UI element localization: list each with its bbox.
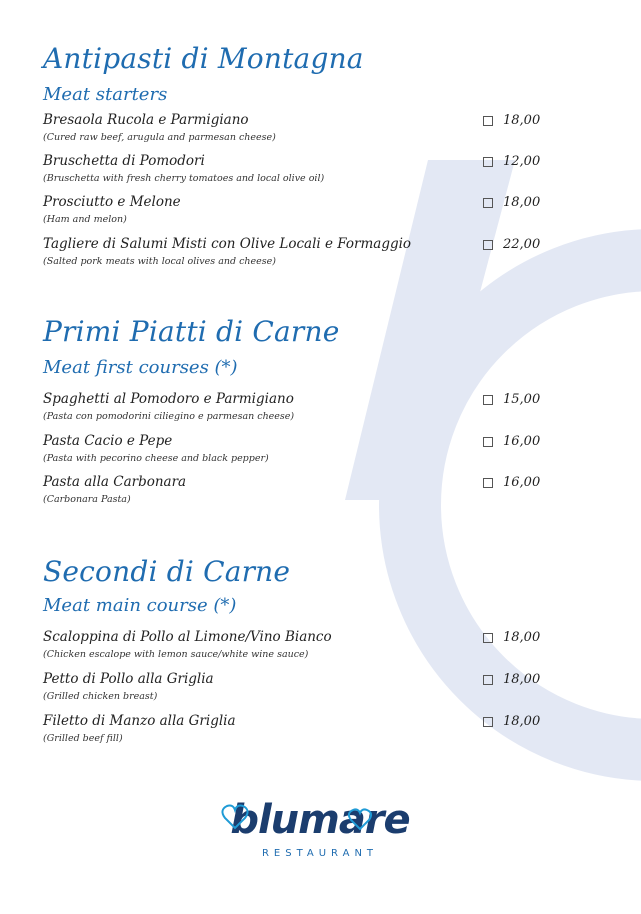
item-name: Pasta alla Carbonara [43, 474, 187, 490]
menu-item [43, 112, 543, 150]
checkbox-icon [483, 437, 493, 447]
item-price: 16,00 [503, 475, 541, 490]
item-name: Bresaola Rucola e Parmigiano [43, 112, 249, 128]
checkbox-icon [483, 198, 493, 208]
item-description: (Pasta with pecorino cheese and black pepper) [43, 453, 269, 464]
checkbox-icon [483, 717, 493, 727]
item-price: 15,00 [503, 392, 541, 407]
checkbox-icon [483, 157, 493, 167]
menu-item [43, 236, 543, 274]
checkbox-icon [483, 240, 493, 250]
section-title: Antipasti di Montagna [43, 42, 364, 75]
item-description: (Cured raw beef, arugula and parmesan cheese) [43, 132, 276, 143]
menu-item [43, 194, 543, 232]
section-subtitle: Meat starters [43, 84, 168, 105]
checkbox-icon [483, 633, 493, 643]
item-price: 18,00 [503, 714, 541, 729]
item-description: (Salted pork meats with local olives and cheese) [43, 256, 276, 267]
item-price: 18,00 [503, 672, 541, 687]
item-price: 16,00 [503, 434, 541, 449]
item-price: 18,00 [503, 630, 541, 645]
checkbox-icon [483, 395, 493, 405]
heart-icon [215, 796, 425, 846]
item-description: (Chicken escalope with lemon sauce/white wine sauce) [43, 649, 309, 660]
item-description: (Ham and melon) [43, 214, 127, 225]
item-name: Spaghetti al Pomodoro e Parmigiano [43, 391, 294, 407]
menu-item [43, 153, 543, 191]
section-title: Primi Piatti di Carne [43, 315, 340, 348]
menu-item [43, 671, 543, 709]
item-description: (Bruschetta with fresh cherry tomatoes and local olive oil) [43, 173, 325, 184]
checkbox-icon [483, 116, 493, 126]
checkbox-icon [483, 675, 493, 685]
restaurant-logo [215, 796, 425, 866]
item-name: Bruschetta di Pomodori [43, 153, 205, 169]
item-description: (Carbonara Pasta) [43, 494, 131, 505]
item-price: 18,00 [503, 113, 541, 128]
logo-wordmark: blumare [230, 797, 410, 843]
menu-item [43, 433, 543, 471]
menu-item [43, 713, 543, 751]
menu-item [43, 391, 543, 429]
section-subtitle: Meat main course (*) [43, 595, 237, 616]
item-price: 18,00 [503, 195, 541, 210]
item-name: Petto di Pollo alla Griglia [43, 671, 214, 687]
item-name: Prosciutto e Melone [43, 194, 181, 210]
item-description: (Pasta con pomodorini ciliegino e parmesan cheese) [43, 411, 295, 422]
item-name: Tagliere di Salumi Misti con Olive Locali e Formaggio [43, 236, 412, 252]
item-name: Pasta Cacio e Pepe [43, 433, 173, 449]
item-name: Filetto di Manzo alla Griglia [43, 713, 236, 729]
logo-subtitle: RESTAURANT [261, 848, 379, 859]
menu-item [43, 629, 543, 667]
checkbox-icon [483, 478, 493, 488]
item-description: (Grilled beef fill) [43, 733, 123, 744]
item-name: Scaloppina di Pollo al Limone/Vino Bianco [43, 629, 332, 645]
item-price: 22,00 [503, 237, 541, 252]
section-subtitle: Meat first courses (*) [43, 357, 238, 378]
menu-item [43, 474, 543, 512]
section-title: Secondi di Carne [43, 555, 291, 588]
item-price: 12,00 [503, 154, 541, 169]
item-description: (Grilled chicken breast) [43, 691, 158, 702]
